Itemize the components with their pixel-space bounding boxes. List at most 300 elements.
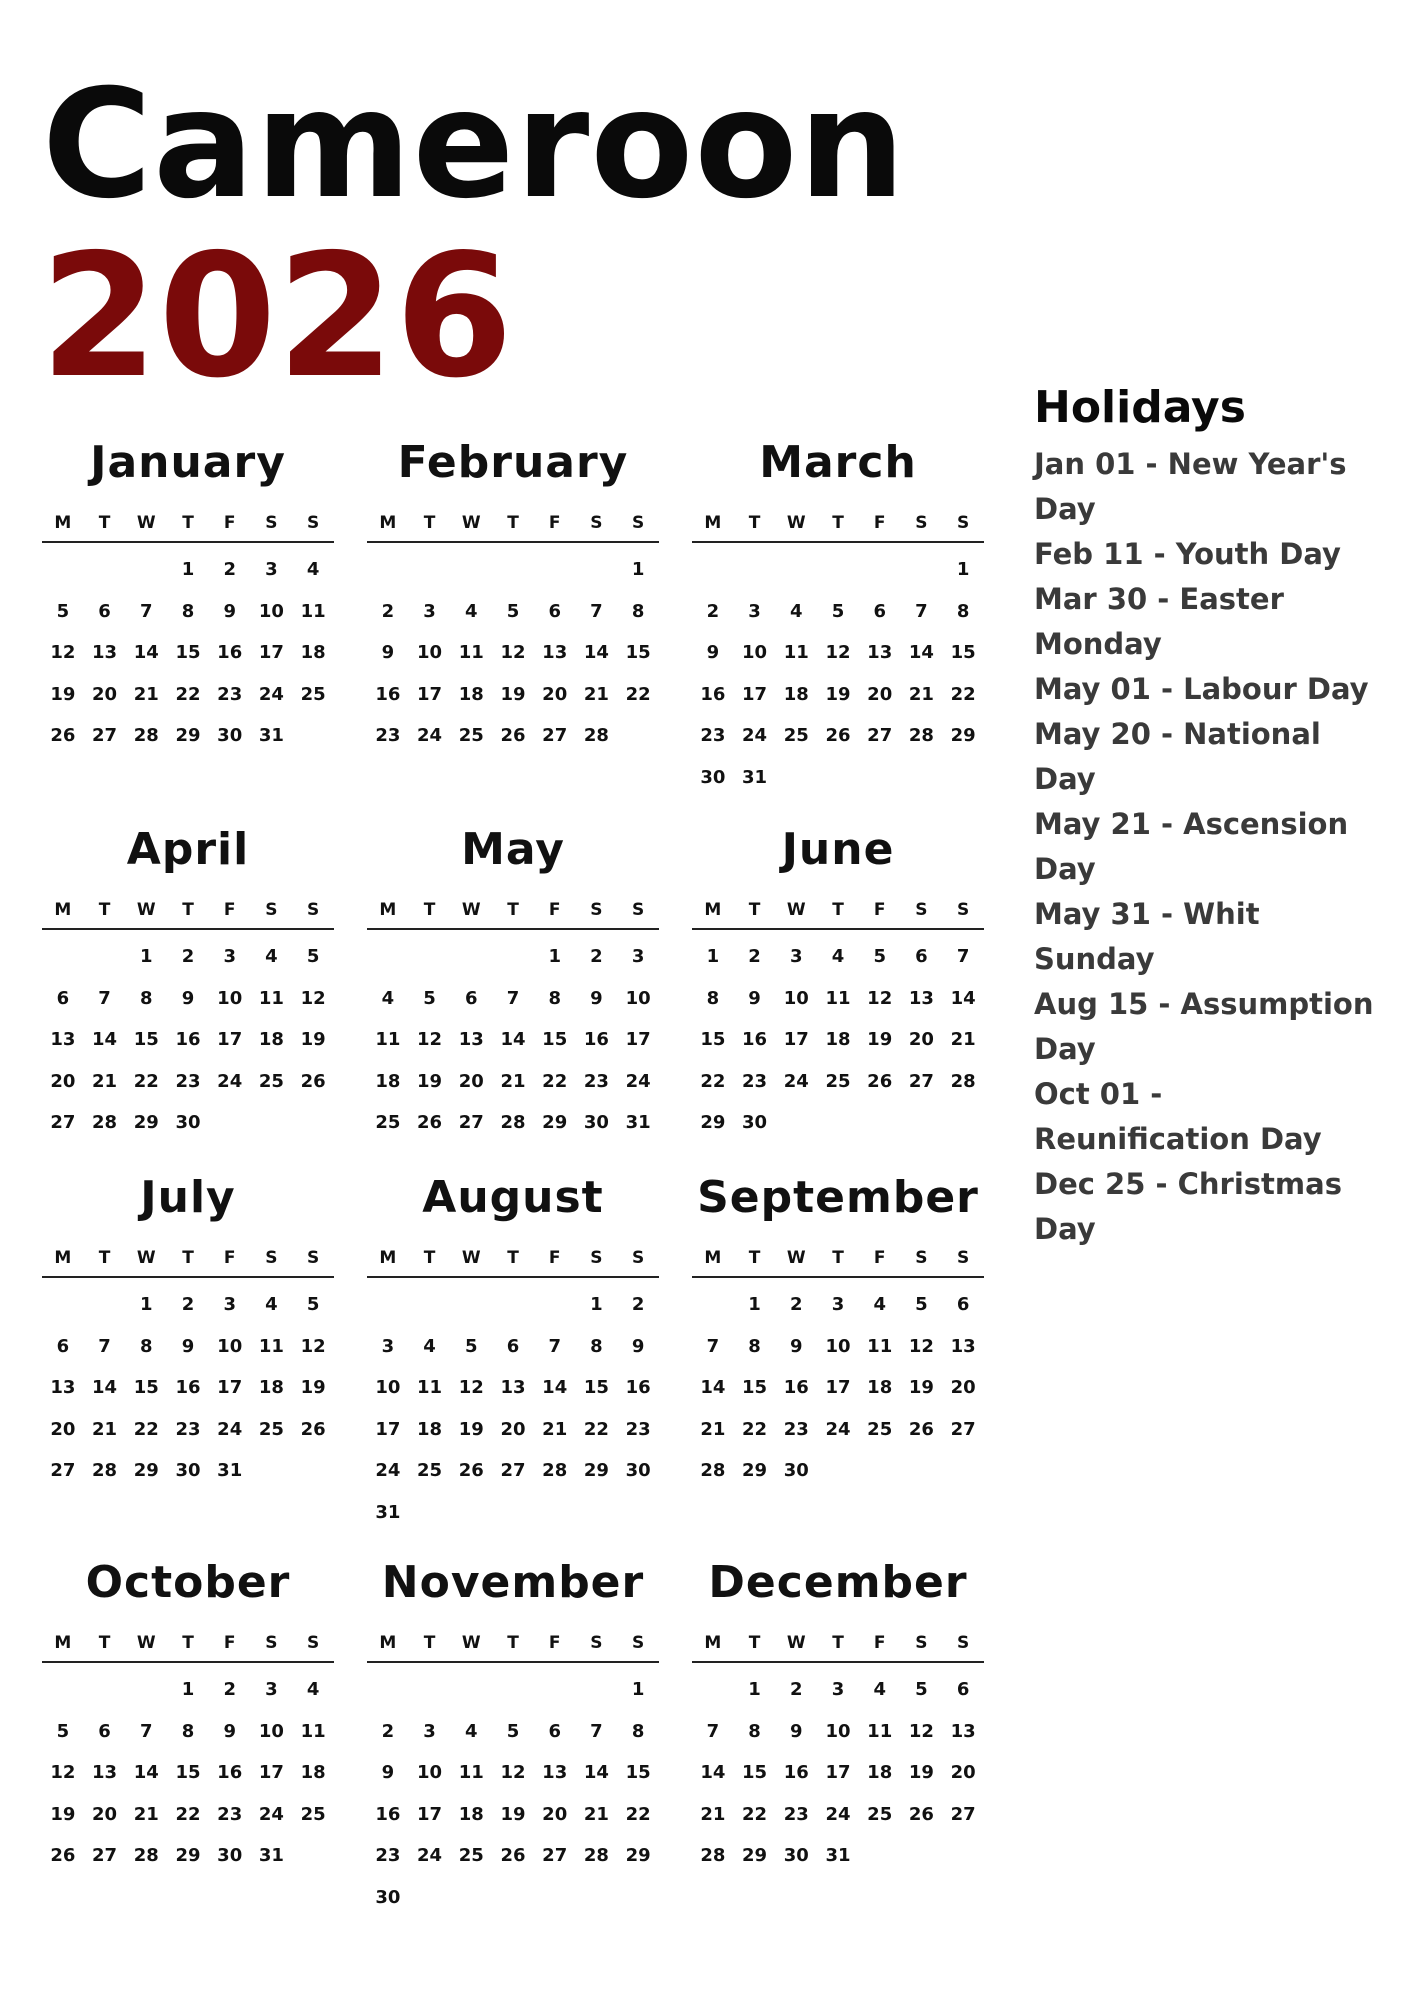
day-cell: 31: [625, 1112, 651, 1134]
weekday-label: M: [379, 513, 397, 533]
day-cell: 16: [700, 683, 726, 705]
weekday-label: T: [182, 900, 194, 920]
day-grid: [692, 1669, 984, 1877]
day-cell: 15: [133, 1029, 159, 1051]
day-cell: 26: [908, 1803, 934, 1825]
day-cell: 18: [867, 1377, 893, 1399]
day-cell: 23: [217, 1803, 243, 1825]
weekday-header: [692, 900, 984, 930]
day-cell: 10: [258, 600, 284, 622]
day-cell: 9: [223, 600, 236, 622]
weekday-label: S: [632, 513, 645, 533]
weekday-label: S: [590, 900, 603, 920]
day-cell: 19: [300, 1029, 326, 1051]
weekday-label: F: [873, 1248, 886, 1268]
day-cell: 4: [873, 1679, 886, 1701]
day-cell: 21: [133, 1803, 159, 1825]
day-cell: 7: [706, 1335, 720, 1357]
day-cell: 20: [500, 1418, 526, 1440]
weekday-label: T: [748, 1633, 761, 1653]
weekday-label: T: [98, 900, 111, 920]
day-cell: 29: [950, 725, 976, 747]
day-cell: 17: [825, 1377, 851, 1399]
day-cell: 14: [700, 1762, 726, 1784]
day-cell: 13: [908, 987, 934, 1009]
day-cell: 24: [417, 725, 443, 747]
day-cell: 24: [742, 725, 768, 747]
day-cell: 17: [783, 1029, 809, 1051]
month-name: April: [126, 824, 250, 875]
day-cell: 2: [631, 1294, 645, 1316]
day-cell: 16: [783, 1377, 809, 1399]
day-cell: 13: [500, 1377, 526, 1399]
day-cell: 24: [375, 1460, 401, 1482]
day-cell: 6: [56, 987, 70, 1009]
day-cell: 12: [908, 1720, 934, 1742]
day-cell: 10: [217, 987, 243, 1009]
day-cell: 22: [542, 1070, 568, 1092]
day-cell: 28: [583, 725, 609, 747]
day-cell: 11: [258, 987, 284, 1009]
day-cell: 2: [381, 600, 395, 622]
day-grid: [367, 1669, 659, 1918]
day-cell: 6: [548, 1720, 561, 1742]
day-cell: 27: [867, 725, 893, 747]
day-cell: 3: [790, 946, 803, 968]
holiday-item: Oct 01 - Reunification Day: [1034, 1077, 1322, 1156]
weekday-header: [367, 1633, 659, 1663]
weekday-header: [692, 1633, 984, 1663]
day-cell: 13: [542, 642, 568, 664]
day-cell: 9: [181, 987, 195, 1009]
weekday-label: F: [548, 900, 561, 920]
day-cell: 21: [92, 1418, 118, 1440]
day-cell: 27: [542, 725, 568, 747]
day-cell: 23: [700, 725, 726, 747]
month-name: October: [85, 1557, 291, 1608]
day-cell: 31: [258, 1845, 284, 1867]
day-cell: 9: [381, 1762, 395, 1784]
day-cell: 31: [375, 1501, 401, 1523]
day-cell: 2: [223, 1679, 236, 1701]
weekday-label: T: [507, 513, 519, 533]
weekday-label: T: [182, 1248, 194, 1268]
day-cell: 6: [506, 1335, 520, 1357]
day-cell: 12: [50, 642, 76, 664]
day-cell: 8: [748, 1720, 761, 1742]
day-cell: 7: [98, 987, 111, 1009]
day-cell: 29: [542, 1112, 568, 1134]
day-cell: 21: [583, 683, 609, 705]
holiday-item: May 31 - Whit Sunday: [1034, 897, 1260, 976]
day-cell: 9: [790, 1720, 803, 1742]
day-cell: 18: [258, 1029, 284, 1051]
weekday-label: S: [590, 513, 603, 533]
weekday-label: S: [590, 1633, 603, 1653]
day-cell: 14: [92, 1029, 118, 1051]
day-cell: 19: [50, 1803, 76, 1825]
day-cell: 24: [825, 1803, 851, 1825]
day-cell: 30: [783, 1460, 809, 1482]
weekday-label: T: [98, 1248, 111, 1268]
weekday-label: S: [915, 1633, 928, 1653]
day-cell: 6: [56, 1335, 70, 1357]
day-cell: 24: [625, 1070, 651, 1092]
day-cell: 29: [133, 1112, 159, 1134]
weekday-header: [692, 1248, 984, 1278]
day-cell: 3: [423, 1720, 436, 1742]
day-cell: 13: [950, 1335, 976, 1357]
weekday-header: [692, 513, 984, 543]
day-cell: 10: [783, 987, 809, 1009]
day-cell: 11: [458, 642, 484, 664]
day-cell: 1: [956, 559, 970, 581]
day-cell: 6: [915, 946, 928, 968]
day-cell: 11: [417, 1377, 443, 1399]
weekday-label: S: [307, 1248, 320, 1268]
day-cell: 13: [92, 1762, 118, 1784]
month-name: December: [708, 1557, 968, 1608]
day-cell: 22: [133, 1418, 159, 1440]
day-cell: 5: [506, 1720, 520, 1742]
day-cell: 28: [92, 1460, 118, 1482]
day-cell: 17: [217, 1029, 243, 1051]
day-cell: 29: [175, 725, 201, 747]
weekday-label: T: [832, 513, 844, 533]
day-cell: 13: [950, 1720, 976, 1742]
day-cell: 1: [181, 559, 195, 581]
weekday-label: W: [136, 513, 156, 533]
day-cell: 19: [867, 1029, 893, 1051]
day-cell: 27: [458, 1112, 484, 1134]
day-cell: 29: [175, 1845, 201, 1867]
holiday-list: [1034, 442, 1384, 1252]
weekday-label: S: [632, 1633, 645, 1653]
weekday-label: S: [307, 513, 320, 533]
day-cell: 10: [825, 1720, 851, 1742]
weekday-label: M: [54, 513, 72, 533]
day-cell: 3: [831, 1679, 845, 1701]
day-cell: 4: [381, 987, 395, 1009]
day-cell: 21: [583, 1803, 609, 1825]
day-cell: 7: [98, 1335, 111, 1357]
weekday-label: W: [136, 1633, 156, 1653]
weekday-label: W: [461, 1248, 481, 1268]
day-cell: 15: [175, 1762, 201, 1784]
day-cell: 12: [867, 987, 893, 1009]
month-may: [367, 822, 659, 1144]
day-cell: 4: [873, 1294, 886, 1316]
day-cell: 14: [133, 1762, 159, 1784]
day-cell: 25: [458, 725, 484, 747]
day-cell: 26: [50, 725, 76, 747]
month-name: June: [781, 824, 895, 875]
day-cell: 9: [181, 1335, 195, 1357]
day-cell: 1: [748, 1679, 761, 1701]
day-cell: 31: [742, 766, 768, 788]
day-grid: [692, 549, 984, 798]
weekday-label: F: [223, 1248, 236, 1268]
day-cell: 28: [133, 725, 159, 747]
day-cell: 16: [175, 1377, 201, 1399]
day-cell: 5: [915, 1294, 928, 1316]
day-cell: 21: [908, 683, 934, 705]
weekday-label: T: [182, 1633, 194, 1653]
weekday-label: T: [507, 1248, 519, 1268]
day-cell: 30: [217, 725, 243, 747]
month-january: [42, 435, 334, 757]
day-cell: 24: [217, 1418, 243, 1440]
day-cell: 14: [700, 1377, 726, 1399]
day-cell: 3: [631, 946, 645, 968]
day-cell: 26: [825, 725, 851, 747]
weekday-label: S: [915, 1248, 928, 1268]
weekday-header: [42, 513, 334, 543]
day-cell: 20: [950, 1377, 976, 1399]
day-cell: 9: [748, 987, 761, 1009]
month-november: [367, 1555, 659, 1918]
day-cell: 6: [873, 600, 886, 622]
day-cell: 17: [417, 683, 443, 705]
day-cell: 15: [742, 1377, 768, 1399]
month-february: [367, 435, 659, 757]
day-cell: 9: [706, 642, 720, 664]
day-grid: [42, 549, 334, 757]
day-grid: [42, 1669, 334, 1877]
holiday-item: May 01 - Labour Day: [1034, 672, 1369, 706]
weekday-label: T: [507, 900, 519, 920]
day-cell: 7: [548, 1335, 561, 1357]
day-cell: 19: [500, 1803, 526, 1825]
day-cell: 14: [500, 1029, 526, 1051]
day-cell: 16: [375, 683, 401, 705]
day-cell: 3: [831, 1294, 845, 1316]
weekday-label: S: [265, 1248, 278, 1268]
weekday-label: F: [223, 900, 236, 920]
day-cell: 24: [258, 1803, 284, 1825]
day-cell: 10: [375, 1377, 401, 1399]
day-cell: 13: [50, 1029, 76, 1051]
day-cell: 28: [542, 1460, 568, 1482]
day-cell: 7: [915, 600, 928, 622]
day-cell: 20: [92, 683, 118, 705]
day-cell: 2: [790, 1679, 803, 1701]
day-cell: 29: [700, 1112, 726, 1134]
day-cell: 6: [98, 600, 111, 622]
month-name: January: [90, 437, 286, 488]
day-cell: 28: [133, 1845, 159, 1867]
day-cell: 4: [265, 1294, 278, 1316]
day-cell: 7: [956, 946, 970, 968]
day-cell: 22: [175, 1803, 201, 1825]
day-cell: 30: [375, 1886, 401, 1908]
day-cell: 5: [873, 946, 886, 968]
day-cell: 6: [956, 1679, 970, 1701]
page-title: Cameroon: [42, 58, 907, 232]
day-cell: 30: [175, 1460, 201, 1482]
day-cell: 3: [223, 1294, 236, 1316]
month-april: [42, 822, 334, 1144]
day-cell: 19: [417, 1070, 443, 1092]
day-cell: 28: [700, 1845, 726, 1867]
weekday-header: [42, 900, 334, 930]
day-cell: 22: [625, 683, 651, 705]
weekday-label: S: [957, 1633, 970, 1653]
day-cell: 16: [625, 1377, 651, 1399]
day-cell: 5: [423, 987, 436, 1009]
day-cell: 14: [133, 642, 159, 664]
day-cell: 11: [375, 1029, 401, 1051]
day-cell: 23: [375, 1845, 401, 1867]
weekday-label: T: [98, 1633, 111, 1653]
day-grid: [692, 1284, 984, 1492]
day-cell: 17: [217, 1377, 243, 1399]
day-cell: 15: [175, 642, 201, 664]
day-cell: 16: [742, 1029, 768, 1051]
day-cell: 8: [631, 1720, 645, 1742]
day-cell: 28: [92, 1112, 118, 1134]
day-cell: 1: [181, 1679, 195, 1701]
day-cell: 28: [950, 1070, 976, 1092]
month-name: August: [422, 1172, 604, 1223]
day-cell: 5: [56, 600, 70, 622]
day-cell: 27: [908, 1070, 934, 1092]
day-cell: 1: [140, 1294, 153, 1316]
day-cell: 2: [748, 946, 761, 968]
day-cell: 12: [458, 1377, 484, 1399]
day-cell: 18: [783, 683, 809, 705]
day-cell: 8: [140, 1335, 153, 1357]
day-cell: 27: [50, 1112, 76, 1134]
day-cell: 5: [56, 1720, 70, 1742]
day-cell: 17: [825, 1762, 851, 1784]
weekday-label: T: [98, 513, 111, 533]
day-cell: 23: [783, 1418, 809, 1440]
day-cell: 17: [417, 1803, 443, 1825]
holiday-item: Feb 11 - Youth Day: [1034, 537, 1341, 571]
weekday-label: S: [915, 900, 928, 920]
month-june: [692, 822, 984, 1144]
day-cell: 17: [258, 1762, 284, 1784]
day-cell: 17: [742, 683, 768, 705]
day-cell: 26: [867, 1070, 893, 1092]
holiday-item: Aug 15 - Assumption Day: [1034, 987, 1374, 1066]
day-cell: 28: [583, 1845, 609, 1867]
month-name: May: [461, 824, 565, 875]
day-cell: 23: [742, 1070, 768, 1092]
month-december: [692, 1555, 984, 1877]
day-cell: 5: [915, 1679, 928, 1701]
day-cell: 4: [306, 559, 320, 581]
weekday-label: T: [507, 1633, 519, 1653]
day-cell: 5: [506, 600, 520, 622]
day-cell: 14: [908, 642, 934, 664]
day-cell: 18: [825, 1029, 851, 1051]
day-cell: 6: [465, 987, 478, 1009]
weekday-label: M: [54, 900, 72, 920]
day-cell: 18: [300, 1762, 326, 1784]
day-cell: 30: [583, 1112, 609, 1134]
day-cell: 27: [500, 1460, 526, 1482]
day-cell: 6: [548, 600, 561, 622]
day-cell: 20: [92, 1803, 118, 1825]
weekday-label: S: [265, 1633, 278, 1653]
weekday-label: T: [182, 513, 194, 533]
weekday-label: T: [748, 900, 761, 920]
day-cell: 23: [375, 725, 401, 747]
day-cell: 22: [583, 1418, 609, 1440]
weekday-label: F: [223, 1633, 236, 1653]
day-cell: 3: [381, 1335, 395, 1357]
day-cell: 29: [742, 1460, 768, 1482]
day-cell: 20: [50, 1070, 76, 1092]
day-grid: [42, 1284, 334, 1492]
weekday-label: S: [307, 900, 320, 920]
day-cell: 8: [140, 987, 153, 1009]
day-cell: 13: [867, 642, 893, 664]
weekday-label: F: [873, 1633, 886, 1653]
day-cell: 19: [908, 1377, 934, 1399]
day-cell: 12: [417, 1029, 443, 1051]
day-cell: 1: [631, 559, 645, 581]
weekday-label: M: [704, 1248, 722, 1268]
day-cell: 19: [458, 1418, 484, 1440]
day-cell: 20: [542, 1803, 568, 1825]
day-cell: 29: [133, 1460, 159, 1482]
day-cell: 25: [783, 725, 809, 747]
weekday-label: T: [832, 1633, 844, 1653]
day-cell: 1: [706, 946, 720, 968]
day-cell: 27: [950, 1418, 976, 1440]
weekday-label: F: [548, 1633, 561, 1653]
day-cell: 26: [500, 1845, 526, 1867]
day-cell: 11: [867, 1720, 893, 1742]
weekday-label: F: [548, 1248, 561, 1268]
weekday-label: M: [54, 1633, 72, 1653]
month-name: March: [759, 437, 917, 488]
day-cell: 17: [258, 642, 284, 664]
day-cell: 23: [217, 683, 243, 705]
day-cell: 13: [92, 642, 118, 664]
day-cell: 31: [825, 1845, 851, 1867]
day-cell: 29: [742, 1845, 768, 1867]
day-cell: 11: [300, 1720, 326, 1742]
month-august: [367, 1170, 659, 1533]
day-cell: 3: [265, 559, 278, 581]
day-cell: 26: [458, 1460, 484, 1482]
day-cell: 21: [950, 1029, 976, 1051]
day-cell: 22: [133, 1070, 159, 1092]
day-cell: 20: [867, 683, 893, 705]
day-cell: 19: [908, 1762, 934, 1784]
day-cell: 12: [300, 987, 326, 1009]
day-cell: 24: [258, 683, 284, 705]
day-cell: 15: [700, 1029, 726, 1051]
weekday-label: S: [957, 513, 970, 533]
weekday-label: W: [136, 900, 156, 920]
month-name: July: [140, 1172, 236, 1223]
day-cell: 20: [908, 1029, 934, 1051]
weekday-label: S: [265, 900, 278, 920]
day-cell: 6: [956, 1294, 970, 1316]
day-cell: 25: [458, 1845, 484, 1867]
day-cell: 9: [631, 1335, 645, 1357]
day-cell: 15: [542, 1029, 568, 1051]
day-cell: 8: [590, 1335, 603, 1357]
day-cell: 17: [375, 1418, 401, 1440]
weekday-label: T: [423, 513, 436, 533]
day-cell: 26: [300, 1070, 326, 1092]
